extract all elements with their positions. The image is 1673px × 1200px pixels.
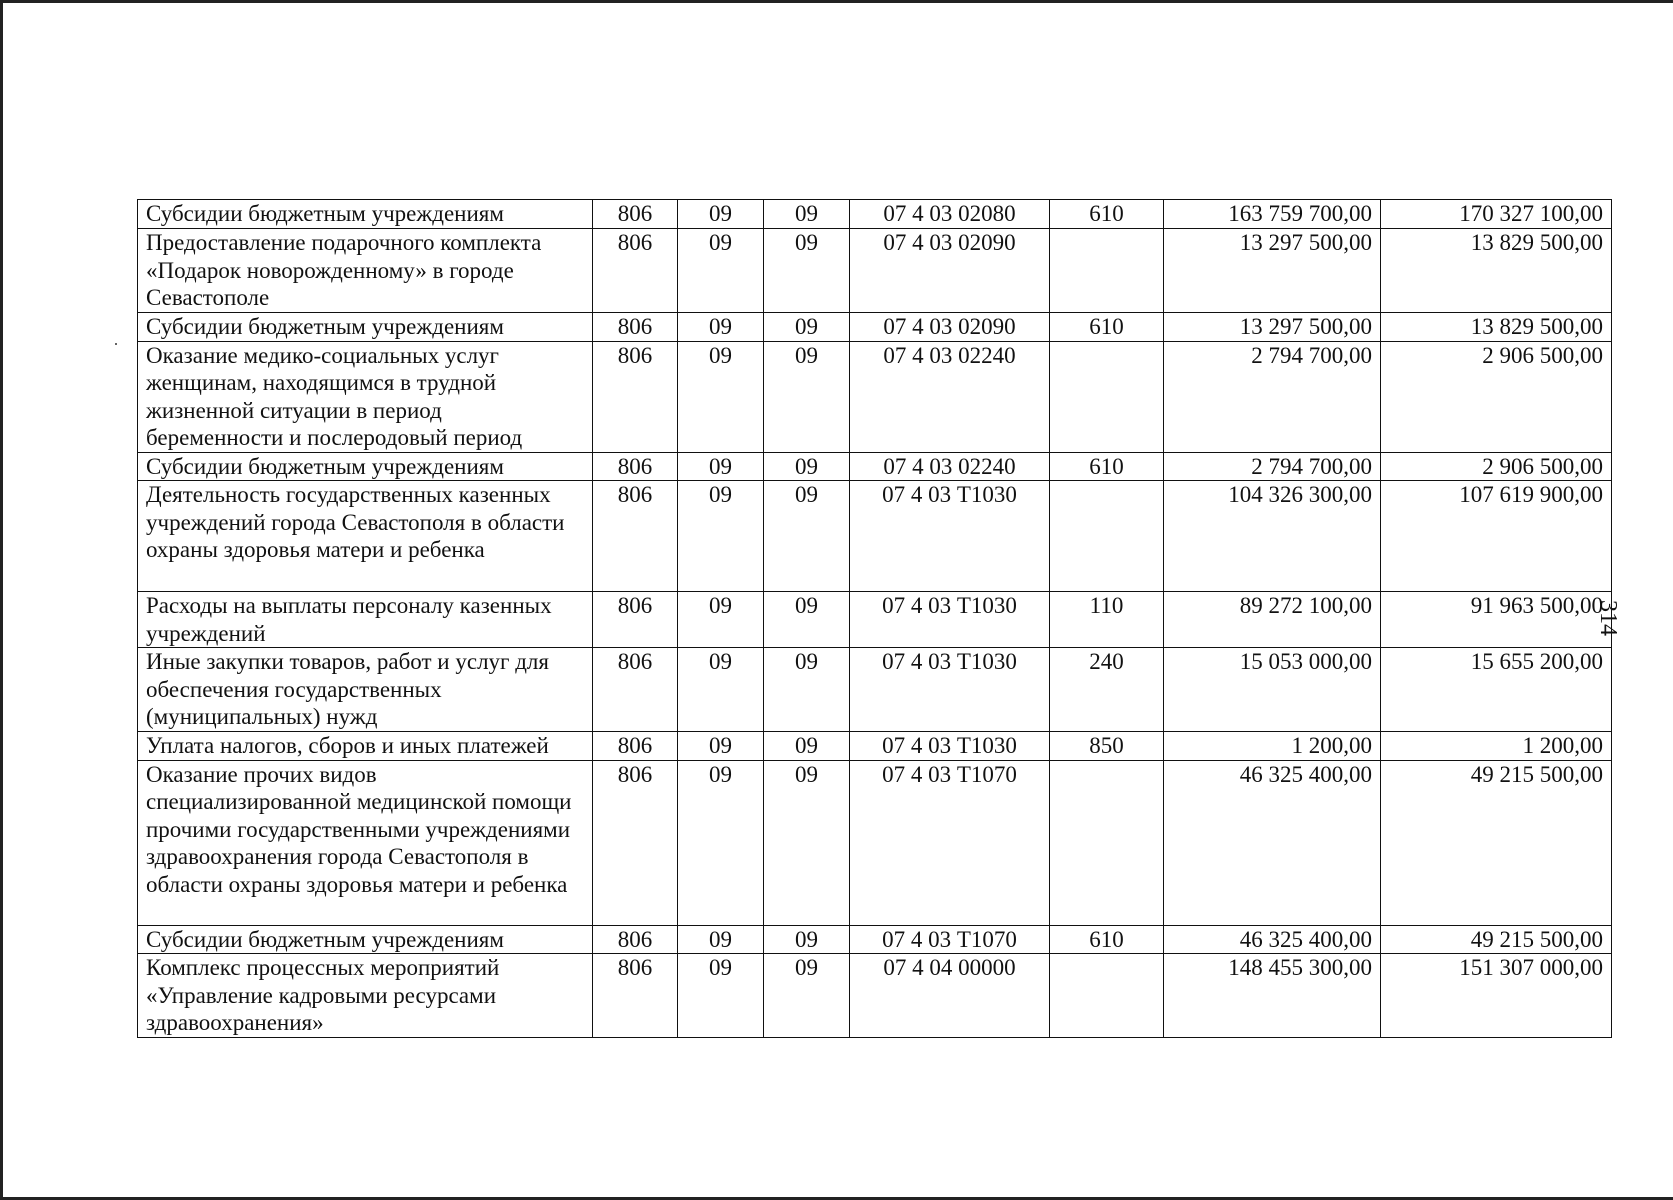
cell-section-code: 09 [678,732,764,761]
cell-target-article-code: 07 4 03 02240 [850,452,1050,481]
cell-subsection-code: 09 [764,592,850,648]
cell-expense-name: Комплекс процессных мероприятий «Управление кадровыми ресурсами здравоохранения» [138,954,593,1038]
cell-ministry-code: 806 [593,229,678,313]
cell-ministry-code: 806 [593,592,678,648]
cell-amount-year-1: 89 272 100,00 [1164,592,1381,648]
cell-section-code: 09 [678,341,764,452]
budget-table [137,199,1612,1038]
cell-subsection-code: 09 [764,954,850,1038]
cell-amount-year-2: 107 619 900,00 [1381,481,1612,592]
table-row [138,481,1612,592]
cell-expense-type-code: 610 [1050,925,1164,954]
cell-amount-year-1: 46 325 400,00 [1164,925,1381,954]
cell-amount-year-2: 13 829 500,00 [1381,313,1612,342]
cell-ministry-code: 806 [593,341,678,452]
page-number: 314 [1595,600,1621,636]
cell-expense-type-code [1050,954,1164,1038]
cell-expense-name: Иные закупки товаров, работ и услуг для обеспечения государственных (муниципальных) нужд [138,648,593,732]
cell-expense-name: Субсидии бюджетным учреждениям [138,925,593,954]
cell-ministry-code: 806 [593,760,678,925]
table-row [138,925,1612,954]
cell-section-code: 09 [678,313,764,342]
cell-subsection-code: 09 [764,925,850,954]
cell-expense-type-code: 610 [1050,200,1164,229]
cell-ministry-code: 806 [593,452,678,481]
cell-section-code: 09 [678,229,764,313]
scan-border-left [0,0,3,1200]
cell-section-code: 09 [678,200,764,229]
cell-expense-name: Оказание прочих видов специализированной медицинской помощи прочими государственными учреждениями здравоохранения города Севастополя в области охраны здоровья матери и ребенка [138,760,593,925]
table-row [138,313,1612,342]
cell-section-code: 09 [678,592,764,648]
cell-subsection-code: 09 [764,341,850,452]
cell-section-code: 09 [678,452,764,481]
cell-amount-year-1: 104 326 300,00 [1164,481,1381,592]
cell-amount-year-2: 151 307 000,00 [1381,954,1612,1038]
cell-amount-year-2: 49 215 500,00 [1381,925,1612,954]
cell-target-article-code: 07 4 03 02080 [850,200,1050,229]
cell-expense-name: Деятельность государственных казенных учреждений города Севастополя в области охраны здоровья матери и ребенка [138,481,593,592]
cell-expense-type-code: 240 [1050,648,1164,732]
cell-ministry-code: 806 [593,313,678,342]
cell-expense-type-code: 610 [1050,313,1164,342]
table-row [138,592,1612,648]
cell-subsection-code: 09 [764,313,850,342]
cell-amount-year-1: 148 455 300,00 [1164,954,1381,1038]
cell-amount-year-1: 13 297 500,00 [1164,313,1381,342]
cell-target-article-code: 07 4 04 00000 [850,954,1050,1038]
cell-subsection-code: 09 [764,452,850,481]
scan-border-top [0,0,1673,3]
budget-table-body [138,200,1612,1038]
cell-expense-type-code [1050,229,1164,313]
cell-target-article-code: 07 4 03 Т1030 [850,481,1050,592]
cell-amount-year-2: 15 655 200,00 [1381,648,1612,732]
cell-ministry-code: 806 [593,954,678,1038]
cell-amount-year-1: 2 794 700,00 [1164,452,1381,481]
cell-target-article-code: 07 4 03 02090 [850,313,1050,342]
cell-section-code: 09 [678,925,764,954]
cell-subsection-code: 09 [764,200,850,229]
cell-subsection-code: 09 [764,229,850,313]
cell-target-article-code: 07 4 03 Т1030 [850,648,1050,732]
cell-expense-name: Оказание медико-социальных услуг женщинам, находящимся в трудной жизненной ситуации в период беременности и послеродовый период [138,341,593,452]
table-row [138,760,1612,925]
cell-section-code: 09 [678,954,764,1038]
cell-section-code: 09 [678,648,764,732]
table-row [138,229,1612,313]
cell-expense-name: Субсидии бюджетным учреждениям [138,452,593,481]
cell-amount-year-1: 13 297 500,00 [1164,229,1381,313]
table-row [138,200,1612,229]
cell-section-code: 09 [678,760,764,925]
cell-subsection-code: 09 [764,760,850,925]
cell-expense-type-code: 850 [1050,732,1164,761]
cell-subsection-code: 09 [764,648,850,732]
table-row [138,341,1612,452]
cell-expense-name: Расходы на выплаты персоналу казенных учреждений [138,592,593,648]
cell-target-article-code: 07 4 03 Т1030 [850,592,1050,648]
table-row [138,954,1612,1038]
cell-amount-year-2: 170 327 100,00 [1381,200,1612,229]
cell-amount-year-1: 163 759 700,00 [1164,200,1381,229]
cell-subsection-code: 09 [764,481,850,592]
cell-amount-year-2: 1 200,00 [1381,732,1612,761]
cell-expense-type-code [1050,341,1164,452]
table-row [138,452,1612,481]
cell-amount-year-1: 15 053 000,00 [1164,648,1381,732]
cell-amount-year-1: 2 794 700,00 [1164,341,1381,452]
cell-ministry-code: 806 [593,925,678,954]
cell-expense-name: Субсидии бюджетным учреждениям [138,313,593,342]
cell-ministry-code: 806 [593,200,678,229]
cell-target-article-code: 07 4 03 Т1030 [850,732,1050,761]
cell-expense-type-code: 610 [1050,452,1164,481]
cell-amount-year-2: 91 963 500,00 [1381,592,1612,648]
cell-target-article-code: 07 4 03 02090 [850,229,1050,313]
cell-target-article-code: 07 4 03 Т1070 [850,925,1050,954]
cell-ministry-code: 806 [593,481,678,592]
table-row [138,732,1612,761]
cell-amount-year-1: 46 325 400,00 [1164,760,1381,925]
table-row [138,648,1612,732]
cell-expense-name: Субсидии бюджетным учреждениям [138,200,593,229]
cell-expense-type-code: 110 [1050,592,1164,648]
cell-subsection-code: 09 [764,732,850,761]
cell-amount-year-1: 1 200,00 [1164,732,1381,761]
cell-ministry-code: 806 [593,732,678,761]
scan-speck [115,343,117,345]
cell-target-article-code: 07 4 03 02240 [850,341,1050,452]
cell-expense-name: Уплата налогов, сборов и иных платежей [138,732,593,761]
cell-amount-year-2: 13 829 500,00 [1381,229,1612,313]
cell-target-article-code: 07 4 03 Т1070 [850,760,1050,925]
cell-amount-year-2: 49 215 500,00 [1381,760,1612,925]
cell-ministry-code: 806 [593,648,678,732]
cell-expense-type-code [1050,760,1164,925]
cell-amount-year-2: 2 906 500,00 [1381,341,1612,452]
cell-expense-type-code [1050,481,1164,592]
cell-amount-year-2: 2 906 500,00 [1381,452,1612,481]
cell-section-code: 09 [678,481,764,592]
cell-expense-name: Предоставление подарочного комплекта «Подарок новорожденному» в городе Севастополе [138,229,593,313]
